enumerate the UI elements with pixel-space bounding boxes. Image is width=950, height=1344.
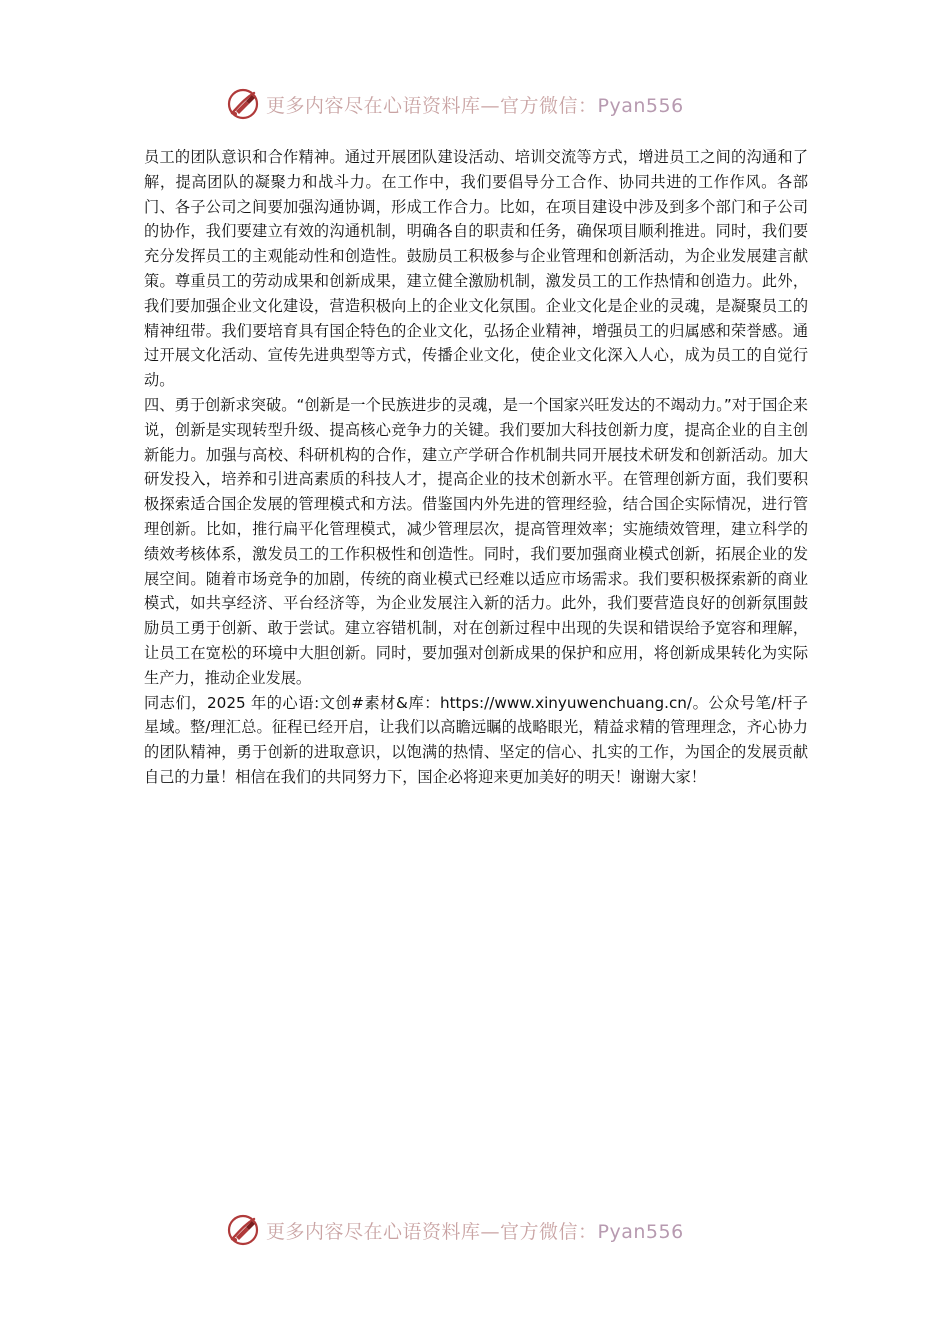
header-watermark-handle: Pyan556 xyxy=(597,94,684,117)
header-watermark-contact: 官方微信： xyxy=(500,94,598,117)
footer-watermark-dash: — xyxy=(480,1220,501,1243)
header-watermark-text xyxy=(266,91,684,118)
footer-watermark-banner xyxy=(226,1210,746,1250)
paragraph-innovation: 四、勇于创新求突破。“创新是一个民族进步的灵魂，是一个国家兴旺发达的不竭动力。”对于国企来说，创新是实现转型升级、提高核心竞争力的关键。我们要加大科技创新力度，提高企业的自主创新能力。加强与高校、科研机构的合作，建立产学研合作机制共同开展技术研发和创新活动。加大研发投入，培养和引进高素质的科技人才，提高企业的技术创新水平。在管理创新方面，我们要积极探索适合国企发展的管理模式和方法。借鉴国内外先进的管理经验，结合国企实际情况，进行管理创新。比如，推行扁平化管理模式，减少管理层次，提高管理效率；实施绩效管理，建立科学的绩效考核体系，激发员工的工作积极性和创造性。同时，我们要加强商业模式创新，拓展企业的发展空间。随着市场竞争的加剧，传统的商业模式已经难以适应市场需求。我们要积极探索新的商业模式，如共享经济、平台经济等，为企业发展注入新的活力。此外，我们要营造良好的创新氛围鼓励员工勇于创新、敢于尝试。建立容错机制，对在创新过程中出现的失误和错误给予宽容和理解，让员工在宽松的环境中大胆创新。同时，要加强对创新成果的保护和应用，将创新成果转化为实际生产力，推动企业发展。 xyxy=(144,395,808,687)
footer-watermark-text xyxy=(266,1217,684,1244)
pen-nib-logo-icon xyxy=(226,1213,260,1247)
paragraph-teamwork: 员工的团队意识和合作精神。通过开展团队建设活动、培训交流等方式，增进员工之间的沟通和了解，提高团队的凝聚力和战斗力。在工作中，我们要倡导分工合作、协同共进的工作作风。各部门、各子公司之间要加强沟通协调，形成工作合力。比如，在项目建设中涉及到多个部门和子公司的协作，我们要建立有效的沟通机制，明确各自的职责和任务，确保项目顺利推进。同时，我们要充分发挥员工的主观能动性和创造性。鼓励员工积极参与企业管理和创新活动，为企业发展建言献策。尊重员工的劳动成果和创新成果，建立健全激励机制，激发员工的工作热情和创造力。此外，我们要加强企业文化建设，营造积极向上的企业文化氛围。企业文化是企业的灵魂，是凝聚员工的精神纽带。我们要培育具有国企特色的企业文化，弘扬企业精神，增强员工的归属感和荣誉感。通过开展文化活动、宣传先进典型等方式，传播企业文化，使企业文化深入人心，成为员工的自觉行动。 xyxy=(144,148,808,390)
paragraph-closing: 同志们，2025 年的心语:文创#素材&库：https://www.xinyuwenchuang.cn/。公众号笔/杆子星域。整/理汇总。征程已经开启，让我们以高瞻远瞩的战略眼光，精益求精的管理理念，齐心协力的团队精神，勇于创新的进取意识，以饱满的热情、坚定的信心、扎实的工作，为国企的发展贡献自己的力量！相信在我们的共同努力下，国企必将迎来更加美好的明天！谢谢大家！ xyxy=(144,693,808,786)
header-watermark-dash: — xyxy=(480,94,501,117)
footer-watermark-contact: 官方微信： xyxy=(500,1220,598,1243)
header-watermark-banner xyxy=(226,84,746,124)
footer-watermark-main: 更多内容尽在心语资料库 xyxy=(266,1220,481,1243)
document-body xyxy=(144,145,808,790)
pen-nib-logo-icon xyxy=(226,87,260,121)
footer-watermark-handle: Pyan556 xyxy=(597,1220,684,1243)
header-watermark-main: 更多内容尽在心语资料库 xyxy=(266,94,481,117)
